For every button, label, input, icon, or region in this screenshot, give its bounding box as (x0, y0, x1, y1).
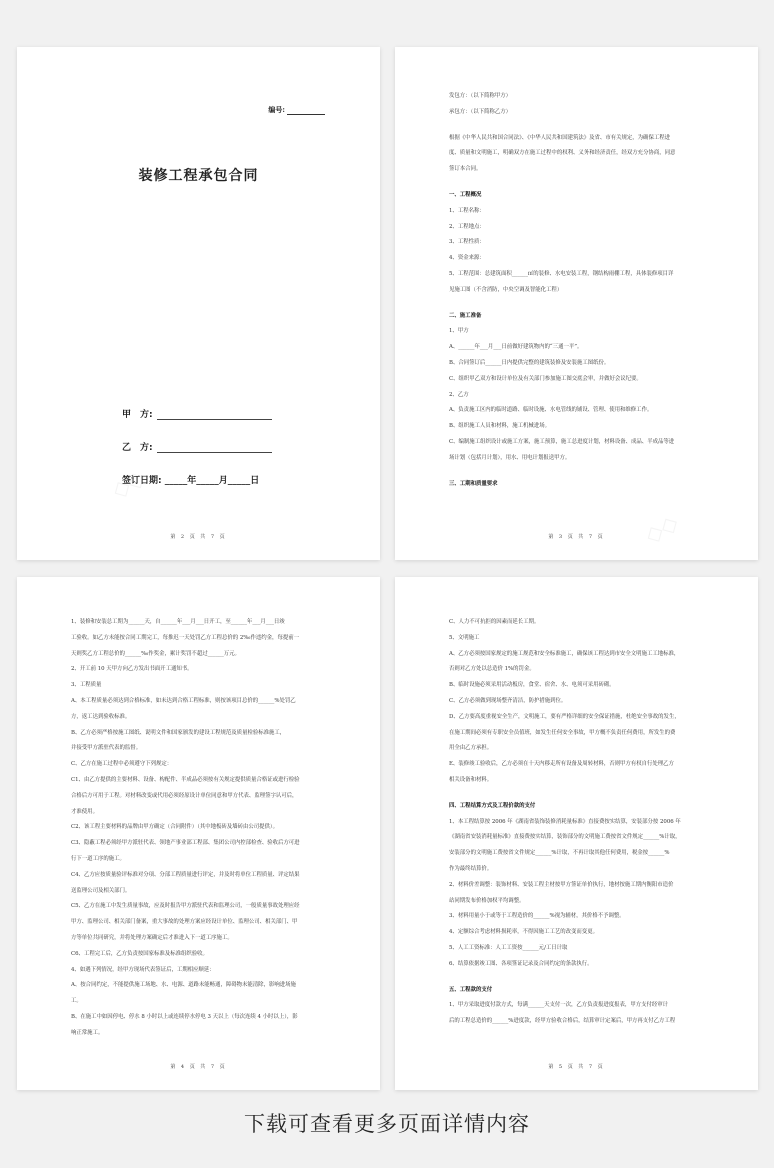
text-line: 才准使用。 (71, 808, 98, 815)
paragraph-gap (449, 973, 708, 983)
text-line: C5、乙方在施工中发生质量事故，应及时报告甲方派驻代表和监理公司，一般质量事故处理应经 (71, 903, 300, 910)
text-line: 见施工图（不含消防，中央空调及智能化工程） (449, 286, 563, 293)
text-line: 在施工期间必须有专职安全员值班，如发生任何安全事故，甲方概不负责任何费用，所发生的费 (449, 729, 676, 736)
text-line: C4、乙方应按质量验评标准对分项、分部工程质量进行评定，并及时将单位工程质量、评定结果 (71, 871, 300, 878)
party-a-label: 甲 方: (122, 410, 153, 420)
paragraph-gap (449, 789, 708, 799)
text-line: E、装修竣工验收后，乙方必须在十天内移走所有设备及周转材料，否则甲方有权自行处理乙方 (449, 761, 674, 768)
text-line: 1、甲方采取进度付款方式，每满______天支付一次，乙方负责报进度报表，甲方支付经审计 (449, 1002, 669, 1009)
text-line: 行下一道工序的施工。 (71, 855, 125, 862)
text-line: C3、隐蔽工程必须经甲方派驻代表、领地产事业部工程部、集团公司内控部检查、验收后方可进 (71, 840, 300, 847)
party-a-field (122, 407, 272, 420)
text-line: C2、该工程主要材料的品牌由甲方确定（合同附件）（其中地板砖及墙砖由公司提供）。 (71, 824, 278, 831)
text-line: A、______年___月___日前做好建筑物内的“三通一平”。 (449, 344, 583, 351)
text-line: B、乙方必须严格按施工图纸、说明文件和国家颁发的建设工程规范及质量检验标准施工， (71, 729, 286, 736)
text-line: B、在施工中如因停电、停水 8 小时以上或连续停水停电 3 天以上（每次连续 4 小时以上），影 (71, 1013, 298, 1020)
contract-page-5 (395, 577, 758, 1090)
text-line: A、负责施工区内的临时道路、临时设施、水电管线的铺设、管理、使用和维修工作。 (449, 407, 653, 414)
text-line: 用全由乙方承担。 (449, 745, 493, 752)
text-line: 送监理公司及相关部门。 (71, 887, 131, 894)
text-line: 1、甲方 (449, 328, 469, 335)
text-line: 1、本工程结算按 2006 年《湖南省装饰装修消耗量标准》直接费按实结算，安装部分按 2006 年 (449, 818, 681, 825)
page-number: 第 2 页 共 7 页 (170, 534, 227, 540)
section-heading: 三、工期和质量要求 (449, 480, 498, 487)
text-line: C、乙方必须做到现场整齐清洁，防护措施到位。 (449, 697, 567, 704)
party-b-label: 乙 方: (122, 443, 153, 453)
sign-date-field: 签订日期: _____年_____月_____日 (122, 476, 260, 486)
text-line: 4、如遇下列情况，经甲方现场代表签证后，工期相应顺延： (71, 966, 215, 973)
party-b-blank (157, 443, 272, 453)
text-line: 场计划（包括月计划），用水、用电计划报送甲方。 (449, 454, 571, 461)
download-more-caption: 下载可查看更多页面详情内容 (244, 1112, 530, 1136)
text-line: 安装部分的文明施工费按省文件规定______%计取，不再计取其他任何费用，税金按______% (449, 850, 670, 857)
contract-page-4 (17, 577, 380, 1090)
paragraph-gap (449, 178, 708, 188)
text-line: A、按合同约定，不能提供施工场地、水、电源、道路未能畅通，障碍物未能清除，影响进场施 (71, 982, 296, 989)
text-line: 站同期发布价格加权平均调整。 (449, 897, 525, 904)
text-line: 度、质量和文明施工，明确双方在施工过程中的权利、义务和经济责任，经双方充分协商，同意 (449, 150, 676, 157)
text-line: 2、工程地点： (449, 223, 485, 230)
text-line: B、组织施工人员和材料，施工机械进场。 (449, 423, 550, 430)
party-b-field (122, 440, 272, 453)
text-line: 并接受甲方派驻代表的监督。 (71, 745, 142, 752)
text-line: 5、人工工资标准：人工工资按______元/工日计取 (449, 944, 568, 951)
page-number: 第 4 页 共 7 页 (170, 1064, 227, 1070)
text-line: 1、装修和安装总工期为______天，自______年___月___日开工，至______年___月___日竣 (71, 619, 285, 625)
text-line: 签订本合同。 (449, 166, 482, 173)
section-heading: 四、工程结算方式及工程价款的支付 (449, 802, 536, 809)
text-line: 方等单位共同研究，并将处理方案确定后才准进入下一道工序施工。 (71, 934, 233, 941)
text-line: 4、定额综合考虑材料损耗率，不得因施工工艺的改变而变更。 (449, 929, 598, 936)
text-line: 响正常施工。 (71, 1029, 104, 1036)
paragraph-gap (449, 121, 708, 131)
text-line: A、乙方必须按国家规定的施工规范和安全标准施工，确保该工程达到市安全文明施工工地标准， (449, 650, 680, 657)
paragraph-gap (449, 467, 708, 477)
text-line: C、编制施工组织设计或施工方案，施工预算，施工总进度计划，材料设备、成品、半成品等进 (449, 438, 675, 445)
page-text (449, 615, 708, 1030)
text-line: 工。 (71, 998, 82, 1005)
section-heading: 五、工程款的支付 (449, 986, 493, 993)
text-line: 作为最终结算价。 (449, 865, 493, 872)
contract-number-label: 编号: (268, 105, 285, 114)
text-line: 发包方：（以下简称甲方） (449, 93, 511, 99)
text-line: A、本工程质量必须达到合格标准，如未达到合格工程标准，则按该项目总价的______%处罚乙 (71, 697, 296, 704)
contract-number (268, 105, 325, 115)
text-line: 根据《中华人民共和国合同法》、《中华人民共和国建筑法》及省、市有关规定，为确保工程进 (449, 134, 671, 141)
text-line: 《湖南省安装消耗量标准》直接费按实结算，装饰部分的文明施工费按省文件规定______%计取， (449, 834, 681, 841)
text-line: C、人力不可抗拒的因素而延长工期。 (449, 619, 540, 625)
page-number: 第 3 页 共 7 页 (548, 534, 605, 540)
text-line: 否则对乙方处以总造价 1%的罚金。 (449, 666, 535, 673)
text-line: C6、工程完工后，乙方负责按国家标准及标准组织验收。 (71, 950, 208, 957)
text-line: 3、工程性质： (449, 239, 485, 246)
contract-page-3 (395, 47, 758, 560)
section-heading: 二、施工准备 (449, 312, 482, 319)
page-text (71, 615, 330, 1042)
party-a-blank (157, 410, 272, 420)
text-line: B、临时设施必须采用活动板房，食堂、宿舍、水、电须可采用砖砌。 (449, 682, 615, 689)
text-line: 3、工程质量 (71, 682, 102, 689)
text-line: D、乙方要高度重视安全生产，文明施工，要有严格详细的安全保证措施，杜绝安全事故的发生， (449, 713, 680, 720)
text-line: 承包方：（以下简称乙方） (449, 108, 511, 115)
paragraph-gap (449, 299, 708, 309)
text-line: 工验收。如乙方未能按合同工期完工，每推迟一天处罚乙方工程总价的 2‰作违约金，每提前一 (71, 634, 300, 641)
text-line: 方，返工达到验收标准。 (71, 713, 131, 720)
text-line: 4、资金来源： (449, 255, 485, 262)
text-line: 5、文明施工 (449, 634, 480, 641)
text-line: 1、工程名称： (449, 207, 485, 214)
text-line: C1、由乙方提供的主要材料、设备、构配件、半成品必须按有关规定提供质量合格证或进行检验 (71, 776, 300, 783)
text-line: 2、乙方 (449, 391, 469, 398)
text-line: 2、材料价差调整：装饰材料、安装工程主材按甲方签证单价执行，地材按施工期内衡阳市造价 (449, 881, 674, 888)
text-line: 合格后方可用于工程。对材料改变或代用必须经原设计单位同意和甲方代表、监理签字认可后， (71, 792, 298, 799)
watermark (641, 510, 683, 549)
contract-number-blank (287, 107, 325, 115)
text-line: 5、工程范围：总建筑面积______㎡的装修、水电安装工程，钢结构雨棚工程，具体装修项目详 (449, 270, 674, 277)
text-line: 3、材料用量小于或等于工程造价的______%视为辅材，其价格不予调整。 (449, 913, 625, 920)
text-line: 相关设备和材料。 (449, 776, 493, 783)
text-line: C、乙方在施工过程中必须遵守下列规定： (71, 761, 173, 768)
text-line: B、合同签订后______日内提供完整的建筑装修及安装施工图纸份。 (449, 359, 610, 366)
text-line: C、组织甲乙双方和设计单位及有关部门参加施工图交底会审，并做好会议纪要。 (449, 375, 642, 382)
text-line: 后的工程总造价的______%进度款，经甲方验收合格后，结算审计定案后，甲方再支付乙方工程 (449, 1018, 676, 1025)
text-line: 2、开工前 10 天甲方向乙方发出书面开工通知书。 (71, 666, 193, 673)
page-number: 第 5 页 共 7 页 (548, 1064, 605, 1070)
text-line: 甲方、监理公司、相关部门备案，重大事故的处理方案应经设计单位、监理公司、相关部门、甲 (71, 919, 298, 926)
page-text (449, 89, 708, 492)
contract-title: 装修工程承包合同 (138, 168, 259, 184)
section-heading: 一、工程概况 (449, 191, 482, 198)
text-line: 天则奖乙方工程总价的______‰作奖金，累计奖罚不超过______万元。 (71, 650, 240, 657)
cover-page (17, 47, 380, 560)
text-line: 6、结算依据竣工图、各项签证记录及合同约定的条款执行。 (449, 960, 593, 967)
